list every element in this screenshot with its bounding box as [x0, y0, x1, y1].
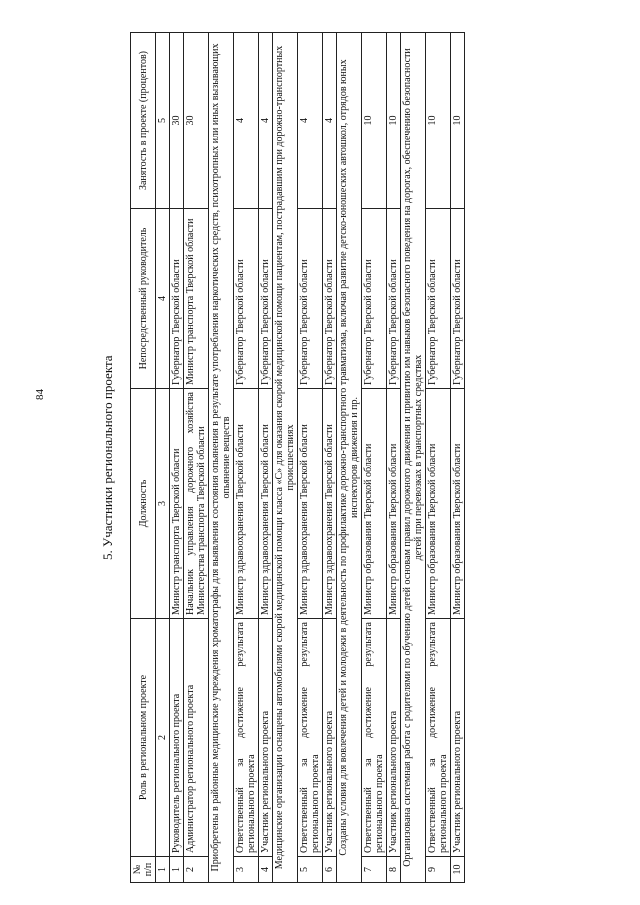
- role-cell: Участник регионального проекта: [323, 619, 337, 857]
- header-cell: Роль в региональном проекте: [131, 619, 156, 857]
- table-row: [170, 33, 184, 883]
- load-cell: 10: [387, 33, 401, 209]
- column-number-row: [156, 33, 170, 883]
- row-number-cell: 10: [451, 857, 465, 883]
- column-number: 5: [156, 33, 170, 209]
- role-cell: Ответственный за достижение результата регионального проекта: [362, 619, 387, 857]
- header-cell: Непосредственный руководитель: [131, 209, 156, 389]
- load-cell: 10: [451, 33, 465, 209]
- table-row: [451, 33, 465, 883]
- load-cell: 4: [298, 33, 323, 209]
- load-cell: 4: [323, 33, 337, 209]
- position-cell: Министр здравоохранения Тверской области: [259, 389, 273, 619]
- section-title-cell: Организована системная работа с родителями по обучению детей основам правил дорожного движения и привитию им навыков безопасного поведения на дорогах, обеспечению безопасности детей при перевозках в транспортных средствах: [401, 33, 426, 883]
- load-cell: 10: [426, 33, 451, 209]
- section-title-cell: Медицинские организации оснащены автомобилями скорой медицинской помощи класса «С» для оказания скорой медицинской помощи пациентам, пострадавшим при дорожно-транспортных происшествиях: [273, 33, 298, 883]
- role-cell: Участник регионального проекта: [259, 619, 273, 857]
- table-row: [362, 33, 387, 883]
- row-number-cell: 7: [362, 857, 387, 883]
- column-number: 2: [156, 619, 170, 857]
- table-row: [184, 33, 209, 883]
- position-cell: Министр образования Тверской области: [426, 389, 451, 619]
- header-cell: Занятость в проекте (процентов): [131, 33, 156, 209]
- position-cell: Министр здравоохранения Тверской области: [323, 389, 337, 619]
- load-cell: 4: [259, 33, 273, 209]
- page-number: 84: [34, 389, 46, 400]
- section-row: [273, 33, 298, 883]
- table-body: [170, 33, 465, 883]
- table-header-row: [131, 33, 156, 883]
- participants-table: [130, 32, 465, 883]
- supervisor-cell: Губернатор Тверской области: [234, 209, 259, 389]
- supervisor-cell: Губернатор Тверской области: [387, 209, 401, 389]
- section-title: 5. Участники регионального проекта: [100, 355, 115, 560]
- role-cell: Администратор регионального проекта: [184, 619, 209, 857]
- supervisor-cell: Губернатор Тверской области: [323, 209, 337, 389]
- supervisor-cell: Губернатор Тверской области: [170, 209, 184, 389]
- row-number-cell: 4: [259, 857, 273, 883]
- section-title-cell: Созданы условия для вовлечения детей и молодежи в деятельность по профилактике дорожно-транспортного травматизма, включая развитие детско-юношеских автошкол, отрядов юных инспекторов движения и пр.: [337, 33, 362, 883]
- supervisor-cell: Губернатор Тверской области: [298, 209, 323, 389]
- supervisor-cell: Губернатор Тверской области: [362, 209, 387, 389]
- supervisor-cell: Губернатор Тверской области: [451, 209, 465, 389]
- table-row: [298, 33, 323, 883]
- row-number-cell: 9: [426, 857, 451, 883]
- header-cell: Должность: [131, 389, 156, 619]
- column-number: 3: [156, 389, 170, 619]
- section-row: [337, 33, 362, 883]
- row-number-cell: 3: [234, 857, 259, 883]
- column-number: 4: [156, 209, 170, 389]
- role-cell: Ответственный за достижение результата регионального проекта: [298, 619, 323, 857]
- row-number-cell: 8: [387, 857, 401, 883]
- section-row: [401, 33, 426, 883]
- position-cell: Министр здравоохранения Тверской области: [234, 389, 259, 619]
- header-cell: № п/п: [131, 857, 156, 883]
- position-cell: Министр здравоохранения Тверской области: [298, 389, 323, 619]
- rotated-table-container: [130, 33, 633, 883]
- supervisor-cell: Министр транспорта Тверской области: [184, 209, 209, 389]
- section-row: [209, 33, 234, 883]
- table-row: [426, 33, 451, 883]
- position-cell: Министр образования Тверской области: [387, 389, 401, 619]
- role-cell: Ответственный за достижение результата регионального проекта: [234, 619, 259, 857]
- row-number-cell: 5: [298, 857, 323, 883]
- load-cell: 30: [184, 33, 209, 209]
- row-number-cell: 6: [323, 857, 337, 883]
- table-row: [234, 33, 259, 883]
- row-number-cell: 2: [184, 857, 209, 883]
- supervisor-cell: Губернатор Тверской области: [426, 209, 451, 389]
- position-cell: Министр образования Тверской области: [362, 389, 387, 619]
- table-row: [259, 33, 273, 883]
- position-cell: Начальник управления дорожного хозяйства Министерства транспорта Тверской области: [184, 389, 209, 619]
- row-number-cell: 1: [170, 857, 184, 883]
- table-row: [323, 33, 337, 883]
- role-cell: Ответственный за достижение результата регионального проекта: [426, 619, 451, 857]
- column-number: 1: [156, 857, 170, 883]
- role-cell: Участник регионального проекта: [387, 619, 401, 857]
- role-cell: Участник регионального проекта: [451, 619, 465, 857]
- position-cell: Министр образования Тверской области: [451, 389, 465, 619]
- position-cell: Министр транспорта Тверской области: [170, 389, 184, 619]
- table-row: [387, 33, 401, 883]
- load-cell: 10: [362, 33, 387, 209]
- load-cell: 4: [234, 33, 259, 209]
- load-cell: 30: [170, 33, 184, 209]
- supervisor-cell: Губернатор Тверской области: [259, 209, 273, 389]
- section-title-cell: Приобретены в районные медицинские учреждения хроматографы для выявления состояния опьянения в результате употребления наркотических средств, психотропных или иных вызывающих опьянение веществ: [209, 33, 234, 883]
- role-cell: Руководитель регионального проекта: [170, 619, 184, 857]
